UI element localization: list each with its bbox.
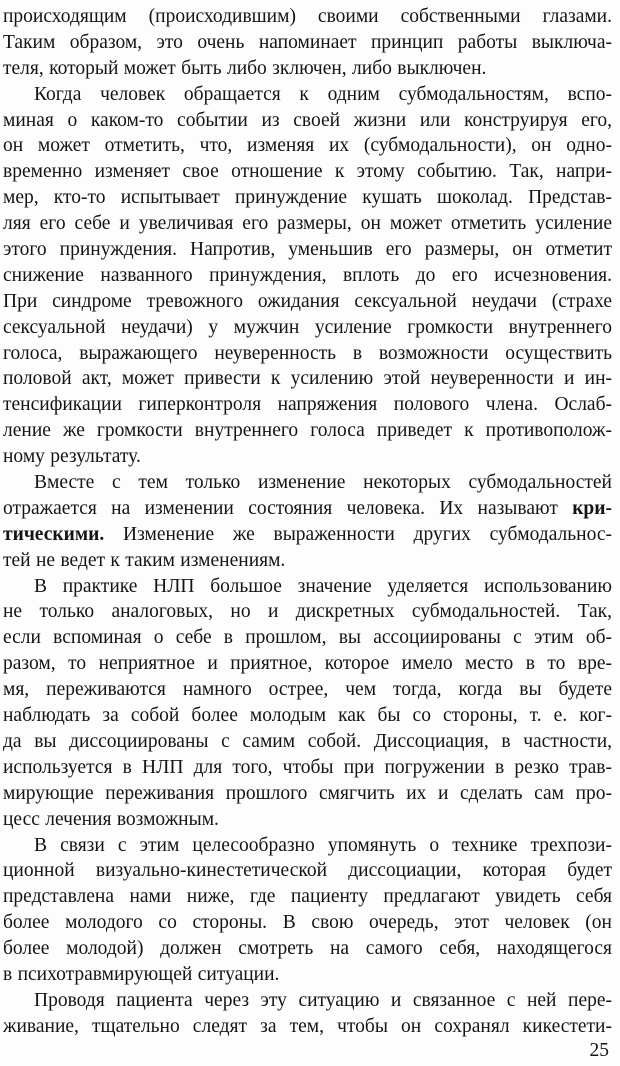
text-line: более молодой) должен смотреть на самого себя, находящегося [3, 938, 612, 960]
text-line: в психотравмирующей ситуации. [3, 963, 280, 985]
text-line: представлена нами ниже, где пациенту предлагают увидеть себя [3, 886, 612, 908]
text-line: мер, кто-то испытывает принуждение кушать шоколад. Представ- [3, 187, 612, 209]
text-line: голоса, выражающего неуверенность в возможности осуществить [3, 342, 612, 364]
text-line: ционной визуально-кинестетической диссоциации, которая будет [3, 860, 612, 882]
text-line: В практике НЛП большое значение уделяется использованию [34, 575, 612, 597]
page-footer [590, 1040, 610, 1062]
bold-text: кри- [572, 497, 612, 519]
page-number: 25 [589, 1040, 609, 1061]
text-line: наблюдать за собой более молодым как бы со стороны, т. е. ког- [3, 705, 612, 727]
paragraph [3, 470, 612, 574]
text-line: Таким образом, это очень напоминает принцип работы выключа- [3, 31, 612, 53]
text-line: тенсификации гиперконтроля напряжения полового члена. Ослаб- [3, 394, 612, 416]
text-line: он может отметить, что, изменяя их (субмодальности), он одно- [3, 135, 612, 157]
text-line: Вместе с тем только изменение некоторых субмодальностей [34, 472, 612, 494]
paragraph [3, 574, 612, 833]
text-line: тей не ведет к таким изменениям. [3, 549, 286, 571]
text-line: не только аналоговых, но и дискретных субмодальностей. Так, [3, 601, 612, 623]
text-line: ляя его себе и увеличивая его размеры, он может отметить усиление [3, 213, 612, 235]
paragraph [3, 833, 612, 988]
text-line: теля, который может быть либо зключен, либо выключен. [3, 57, 487, 79]
text-line: миная о каком-то событии из своей жизни или конструируя его, [3, 109, 612, 131]
text-block [3, 4, 612, 1040]
text-line: используется в НЛП для того, чтобы при погружении в резко трав- [3, 756, 612, 778]
text-line: мя, переживаются намного острее, чем тогда, когда вы будете [3, 679, 612, 701]
text-line: ному результату. [3, 446, 141, 468]
text-line: Проводя пациента через эту ситуацию и связанное с ней пере- [34, 989, 612, 1011]
text-line: ление же громкости внутреннего голоса приведет к противополож- [3, 420, 612, 442]
text-line: тическими. Изменение же выраженности других субмодальнос- [3, 523, 612, 545]
text-line: разом, то неприятное и приятное, которое имело место в то вре- [3, 653, 612, 675]
paragraph [3, 988, 612, 1040]
paragraph [3, 4, 612, 82]
text-line: мирующие переживания прошлого смягчить их и сделать сам про- [3, 782, 612, 804]
text-line: Когда человек обращается к одним субмодальностям, вспо- [34, 83, 612, 105]
text-line: этого принуждения. Напротив, уменьшив его размеры, он отметит [3, 239, 612, 261]
text-line: сексуальной неудачи) у мужчин усиление громкости внутреннего [3, 316, 612, 338]
text-line: более молодого со стороны. В свою очередь, этот человек (он [3, 912, 612, 934]
text-line: временно изменяет свое отношение к этому событию. Так, напри- [3, 161, 612, 183]
text-line: снижение названного принуждения, вплоть до его исчезновения. [3, 264, 612, 286]
text-line: В связи с этим целесообразно упомянуть о технике трехпози- [34, 834, 612, 856]
text-line: да вы диссоциированы с самим собой. Диссоциация, в частности, [3, 730, 612, 752]
text-line: происходящим (происходившим) своими собственными глазами. [3, 6, 612, 27]
text-line: При синдроме тревожного ожидания сексуальной неудачи (страхе [3, 290, 612, 312]
text-line: половой акт, может привести к усилению этой неуверенности и ин- [3, 368, 612, 390]
bold-text: тическими. [3, 523, 105, 545]
text-line: цесс лечения возможным. [3, 808, 219, 830]
text-line: если вспоминая о себе в прошлом, вы ассоциированы с этим об- [3, 627, 612, 649]
text-line: отражается на изменении состояния человека. Их называют кри- [3, 497, 612, 519]
paragraph [3, 82, 612, 470]
text-line: живание, тщательно следят за тем, чтобы он сохранял кикестети- [3, 1015, 612, 1037]
